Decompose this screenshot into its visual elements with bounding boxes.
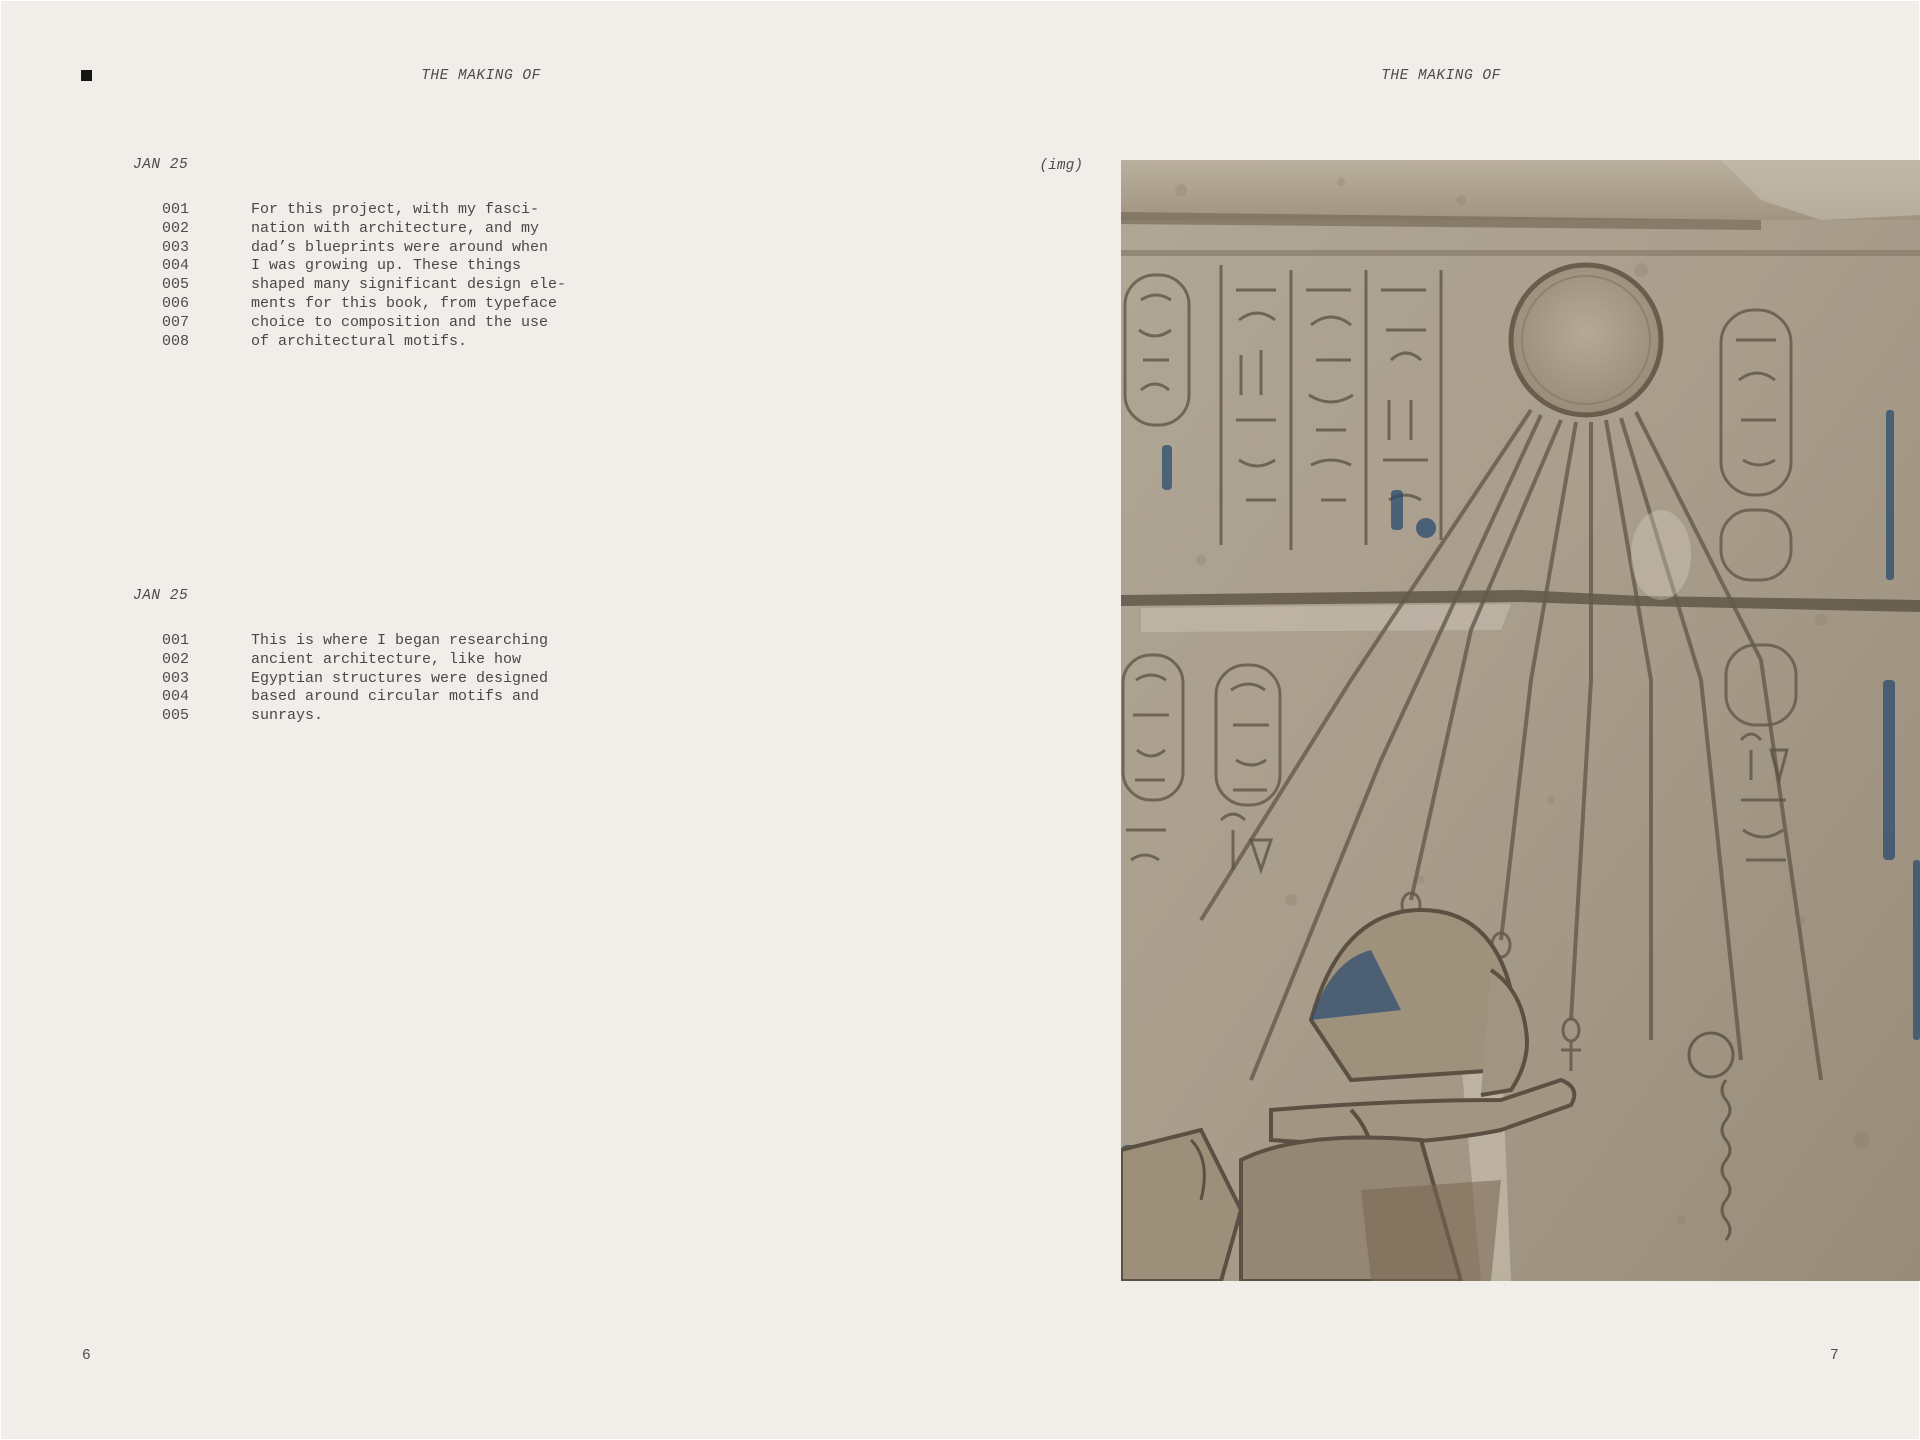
text-line <box>121 707 548 726</box>
line-number: 004 <box>161 257 189 275</box>
line-number: 001 <box>161 201 189 218</box>
line-number: 001 <box>161 632 189 649</box>
entry-date: JAN 25 <box>133 588 189 604</box>
text-line <box>121 201 566 220</box>
text-line <box>121 632 548 651</box>
line-text: based around circular motifs and <box>251 688 540 706</box>
entry-lines <box>121 632 548 726</box>
text-line <box>121 276 566 295</box>
line-text: dad’s blueprints were around when <box>251 238 549 256</box>
line-number: 005 <box>161 707 189 725</box>
line-text: I was growing up. These things <box>251 257 522 275</box>
line-text: ments for this book, from typeface <box>251 294 558 312</box>
line-text: ancient architecture, like how <box>251 650 522 668</box>
line-number: 007 <box>161 313 189 331</box>
line-number: 003 <box>161 238 189 256</box>
line-text: sunrays. <box>251 707 324 725</box>
text-line <box>121 314 566 333</box>
line-text: nation with architecture, and my <box>251 219 540 237</box>
line-number: 002 <box>161 219 189 237</box>
running-head-left: THE MAKING OF <box>421 68 541 84</box>
text-line <box>121 333 566 352</box>
line-number: 008 <box>161 332 189 350</box>
line-text: of architectural motifs. <box>251 332 468 350</box>
line-text: shaped many significant design ele- <box>251 276 567 294</box>
text-line <box>121 295 566 314</box>
journal-entry-2 <box>121 587 548 726</box>
text-line <box>121 670 548 689</box>
text-line <box>121 257 566 276</box>
line-text: For this project, with my fasci- <box>251 201 540 218</box>
page-number-left: 6 <box>82 1348 91 1364</box>
line-number: 005 <box>161 276 189 294</box>
entry-date: JAN 25 <box>133 157 189 173</box>
line-text: choice to composition and the use <box>251 313 549 331</box>
line-number: 003 <box>161 669 189 687</box>
line-text: This is where I began researching <box>251 632 549 649</box>
page-number-right: 7 <box>1830 1348 1839 1364</box>
text-line <box>121 239 566 258</box>
line-number: 002 <box>161 650 189 668</box>
line-text: Egyptian structures were designed <box>251 669 549 687</box>
line-number: 004 <box>161 688 189 706</box>
page-marker-square <box>81 70 92 81</box>
running-head-right: THE MAKING OF <box>1381 68 1501 84</box>
text-line <box>121 688 548 707</box>
book-spread <box>1 1 1919 1439</box>
egyptian-relief-photo <box>1121 160 1920 1281</box>
line-number: 006 <box>161 294 189 312</box>
entry-lines <box>121 201 566 351</box>
text-line <box>121 651 548 670</box>
journal-entry-1 <box>121 156 566 351</box>
image-label: (img) <box>1039 158 1083 174</box>
text-line <box>121 220 566 239</box>
